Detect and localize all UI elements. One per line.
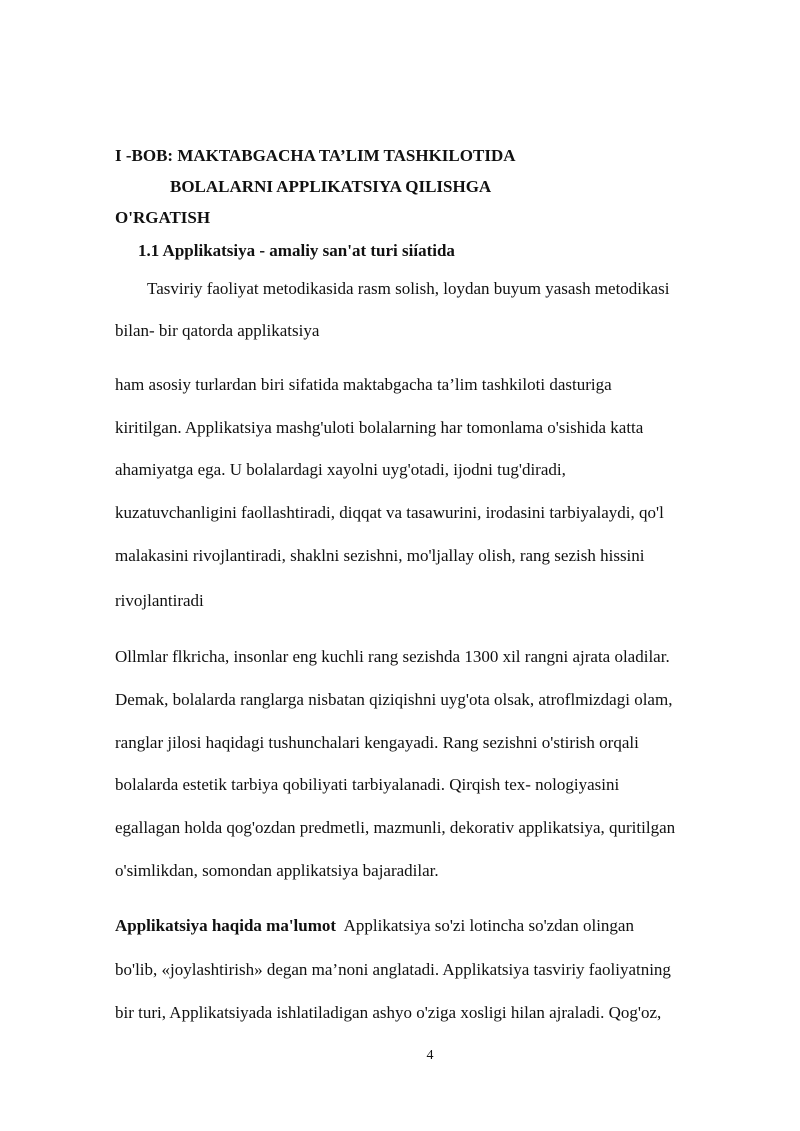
paragraph-3-line: bo'lib, «joylashtirish» degan ma’noni anglatadi. Applikatsiya tasviriy faoliyatning bbox=[115, 960, 671, 979]
paragraph-1-line: ahamiyatga ega. U bolalardagi xayolni uyg'otadi, ijodni tug'diradi, bbox=[115, 460, 566, 479]
paragraph-2-line: egallagan holda qog'ozdan predmetli, mazmunli, dekorativ applikatsiya, quritilgan bbox=[115, 818, 676, 837]
paragraph-1-line: Tasviriy faoliyat metodikasida rasm solish, loydan buyum yasash metodikasi bbox=[147, 279, 670, 298]
paragraph-2-line: Demak, bolalarda ranglarga nisbatan qiziqishni uyg'ota olsak, atroflmizdagi olam, bbox=[115, 690, 673, 709]
page-number: 4 bbox=[426, 1048, 434, 1063]
paragraph-2-line: o'simlikdan, somondan applikatsiya bajaradilar. bbox=[115, 861, 439, 880]
paragraph-3-line: bir turi, Applikatsiyada ishlatiladigan ashyo o'ziga xosligi hilan ajraladi. Qog'oz, bbox=[115, 1003, 662, 1022]
paragraph-1-line: kuzatuvchanligini faollashtiradi, diqqat va tasawurini, irodasini tarbiyalaydi, qo'l bbox=[115, 503, 664, 522]
chapter-heading-line-2: BOLALARNI APPLIKATSIYA QILISHGA bbox=[170, 177, 492, 196]
chapter-heading-line-3: O'RGATISH bbox=[115, 208, 211, 227]
paragraph-3-first-line bbox=[115, 916, 634, 936]
paragraph-1-line: malakasini rivojlantiradi, shaklni sezishni, mo'ljallay olish, rang sezish hissini bbox=[115, 546, 645, 565]
paragraph-2-line: Ollmlar flkricha, insonlar eng kuchli rang sezishda 1300 xil rangni ajrata oladilar. bbox=[115, 647, 670, 666]
paragraph-3-first-rest: Applikatsiya so'zi lotincha so'zdan olingan bbox=[336, 916, 634, 935]
paragraph-1-line: ham asosiy turlardan biri sifatida maktabgacha ta’lim tashkiloti dasturiga bbox=[115, 375, 612, 394]
paragraph-1-line: bilan- bir qatorda applikatsiya bbox=[115, 321, 320, 340]
paragraph-2-line: bolalarda estetik tarbiya qobiliyati tarbiyalanadi. Qirqish tex- nologiyasini bbox=[115, 775, 620, 794]
section-title: 1.1 Applikatsiya - amaliy san'at turi siíatida bbox=[138, 241, 455, 260]
paragraph-1-line: rivojlantiradi bbox=[115, 591, 204, 610]
paragraph-2-line: ranglar jilosi haqidagi tushunchalari kengayadi. Rang sezishni o'stirish orqali bbox=[115, 733, 639, 752]
chapter-heading-line-1: I -BOB: MAKTABGACHA TA’LIM TASHKILOTIDA bbox=[115, 146, 516, 165]
paragraph-3-lead: Applikatsiya haqida ma'lumot bbox=[115, 916, 337, 935]
paragraph-1-line: kiritilgan. Applikatsiya mashg'uloti bolalarning har tomonlama o'sishida katta bbox=[115, 418, 644, 437]
